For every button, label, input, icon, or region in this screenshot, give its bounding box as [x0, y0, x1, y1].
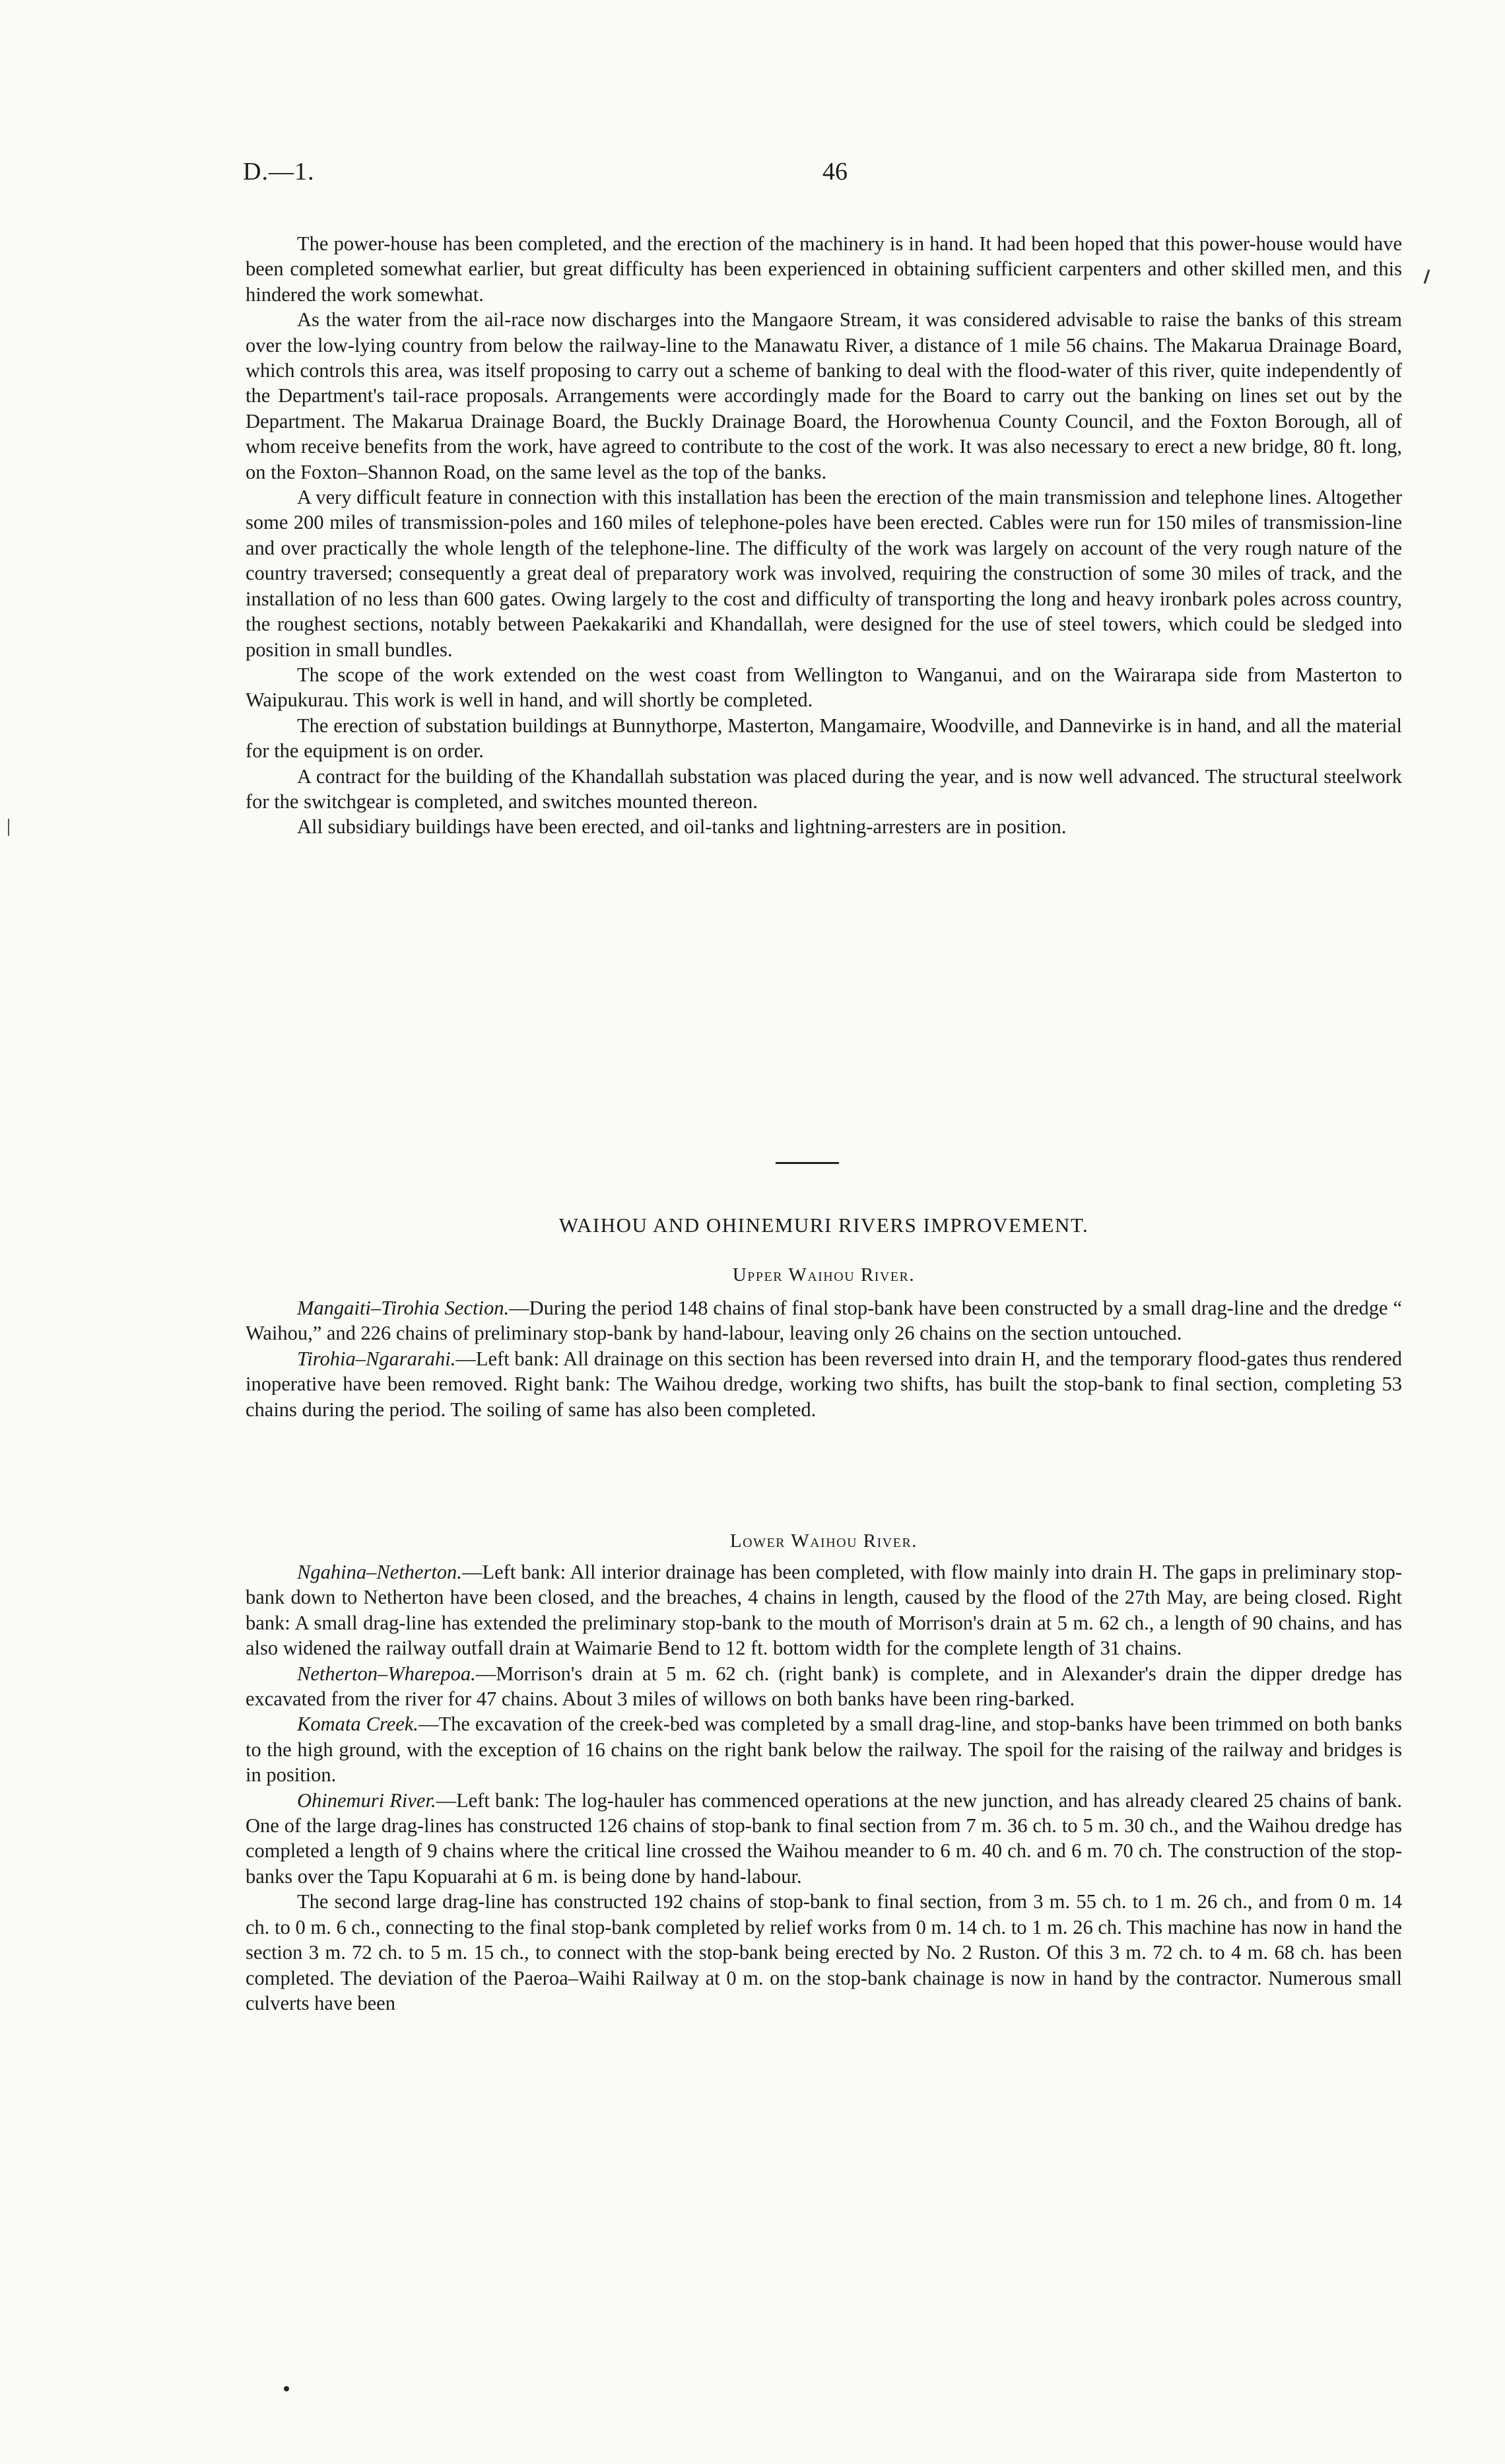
paragraph	[246, 1788, 1402, 1890]
paragraph-lead: Tirohia–Ngararahi.	[297, 1347, 456, 1370]
paragraph	[246, 1559, 1402, 1661]
paragraph-lead: Mangaiti–Tirohia Section.	[297, 1297, 510, 1319]
paragraph-text: The second large drag-line has constructed 192 chains of stop-bank to final section, from 3 m. 55 ch. to 1 m. 26 ch., and from 0 m. 14 ch. to 0 m. 6 ch., connecting to the final stop-bank completed by relief works from 0 m. 14 ch. to 1 m. 26 ch. This machine has now in hand the section 3 m. 72 ch. to 5 m. 15 ch., to connect with the stop-bank being erected by No. 2 Ruston. Of this 3 m. 72 ch. to 4 m. 68 ch. has been completed. The deviation of the Paeroa–Waihi Railway at 0 m. on the stop-bank chainage is now in hand by the contractor. Numerous small culverts have been	[246, 1890, 1402, 2014]
paragraph-text: —The excavation of the creek-bed was completed by a small drag-line, and stop-banks have been trimmed on both banks to the high ground, with the exception of 16 chains on the right bank below the railway. The spoil for the raising of the railway and bridges is in position.	[246, 1713, 1402, 1787]
paragraph: A very difficult feature in connection with this installation has been the erection of the main transmission and telephone lines. Altogether some 200 miles of transmission-poles and 160 miles of telephone-poles have been erected. Cables were run for 150 miles of transmission-line and over practically the whole length of the telephone-line. The difficulty of the work was largely on account of the very rough nature of the country traversed; consequently a great deal of preparatory work was involved, requiring the construction of some 30 miles of track, and the installation of no less than 600 gates. Owing largely to the cost and difficulty of transporting the long and heavy ironbark poles across country, the roughest sections, notably between Paekakariki and Khandallah, were designed for the use of steel towers, which could be sledged into position in small bundles.	[246, 486, 1402, 661]
section-title: WAIHOU AND OHINEMURI RIVERS IMPROVEMENT.	[558, 1214, 1089, 1237]
paragraph-lead: Netherton–Wharepoa.	[297, 1662, 476, 1685]
paragraph: A contract for the building of the Khandallah substation was placed during the year, and is now well advanced. The structural steelwork for the switchgear is completed, and switches mounted thereon.	[246, 765, 1402, 813]
paragraph: All subsidiary buildings have been erected, and oil-tanks and lightning-arresters are in position.	[297, 815, 1067, 838]
paragraph	[246, 1661, 1402, 1712]
page-number: 46	[822, 158, 848, 186]
document-reference: D.—1.	[243, 158, 315, 186]
paragraph-text: —Left bank: All drainage on this section has been reversed into drain H, and the temporary flood-gates thus rendered inoperative have been removed. Right bank: The Waihou dredge, working two shifts, has built the stop-bank to final section, completing 53 chains during the period. The soiling of same has also been completed.	[246, 1347, 1402, 1421]
paragraph	[246, 1889, 1402, 2016]
page-header	[243, 157, 1385, 197]
paragraph: The power-house has been completed, and the erection of the machinery is in hand. It had been hoped that this power-house would have been completed somewhat earlier, but great difficulty has been experienced in obtaining sufficient carpenters and other skilled men, and this hindered the work somewhat.	[246, 232, 1402, 306]
paragraph-text: —Morrison's drain at 5 m. 62 ch. (right bank) is complete, and in Alexander's drain the dipper dredge has excavated from the river for 47 chains. About 3 miles of willows on both banks have been ring-barked.	[246, 1662, 1402, 1711]
upper-waihou-section	[246, 1295, 1402, 1422]
subsection-title-upper: Upper Waihou River.	[732, 1264, 916, 1285]
paragraph-lead: Ohinemuri River.	[297, 1789, 436, 1812]
paragraph-text: —Left bank: All interior drainage has been completed, with flow mainly into drain H. The gaps in preliminary stop-bank down to Netherton have been closed, and the breaches, 4 chains in length, caused by the flood of the 27th May, are being closed. Right bank: A small drag-line has extended the preliminary stop-bank to the mouth of Morrison's drain at 5 m. 62 ch., a length of 90 chains, and has also widened the railway outfall drain at Waimarie Bend to 12 ft. bottom width for the complete length of 31 chains.	[246, 1561, 1402, 1660]
ink-dot	[284, 2386, 289, 2391]
paragraph-lead: Komata Creek.	[297, 1713, 418, 1736]
margin-mark	[8, 819, 9, 836]
power-house-section	[246, 231, 1402, 840]
paragraph: The scope of the work extended on the west coast from Wellington to Wanganui, and on the Wairarapa side from Masterton to Waipukurau. This work is well in hand, and will shortly be completed.	[246, 663, 1402, 712]
paragraph: The erection of substation buildings at Bunnythorpe, Masterton, Mangamaire, Woodville, and Dannevirke is in hand, and all the material for the equipment is on order.	[246, 714, 1402, 763]
lower-waihou-section	[246, 1559, 1402, 2016]
paragraph	[246, 1295, 1402, 1346]
paragraph-text: —Left bank: The log-hauler has commenced operations at the new junction, and has already cleared 25 chains of bank. One of the large drag-lines has constructed 126 chains of stop-bank to final section from 7 m. 36 ch. to 5 m. 30 ch., and the Waihou dredge has completed a length of 9 chains where the critical line crossed the Waihou meander to 6 m. 40 ch. and 6 m. 70 ch. The construction of the stop-banks over the Tapu Kopuarahi at 6 m. is being done by hand-labour.	[246, 1789, 1402, 1888]
paragraph: As the water from the ail-race now discharges into the Mangaore Stream, it was considered advisable to raise the banks of this stream over the low-lying country from below the railway-line to the Manawatu River, a distance of 1 mile 56 chains. The Makarua Drainage Board, which controls this area, was itself proposing to carry out a scheme of banking to deal with the flood-water of this river, quite independently of the Department's tail-race proposals. Arrangements were accordingly made for the Board to carry out the banking on lines set out by the Department. The Makarua Drainage Board, the Buckly Drainage Board, the Horowhenua County Council, and the Foxton Borough, all of whom receive benefits from the work, have agreed to contribute to the cost of the work. It was also necessary to erect a new bridge, 80 ft. long, on the Foxton–Shannon Road, on the same level as the top of the banks.	[246, 308, 1402, 483]
paragraph	[246, 1346, 1402, 1422]
paragraph-text: —During the period 148 chains of final stop-bank have been constructed by a small drag-line and the dredge “ Waihou,” and 226 chains of preliminary stop-bank by hand-labour, leaving only 26 chains on the section untouched.	[246, 1297, 1402, 1345]
paragraph	[246, 1711, 1402, 1787]
margin-mark	[1424, 269, 1430, 284]
subsection-title-lower: Lower Waihou River.	[729, 1530, 918, 1552]
section-divider	[776, 1162, 839, 1164]
paragraph-lead: Ngahina–Netherton.	[297, 1561, 462, 1583]
